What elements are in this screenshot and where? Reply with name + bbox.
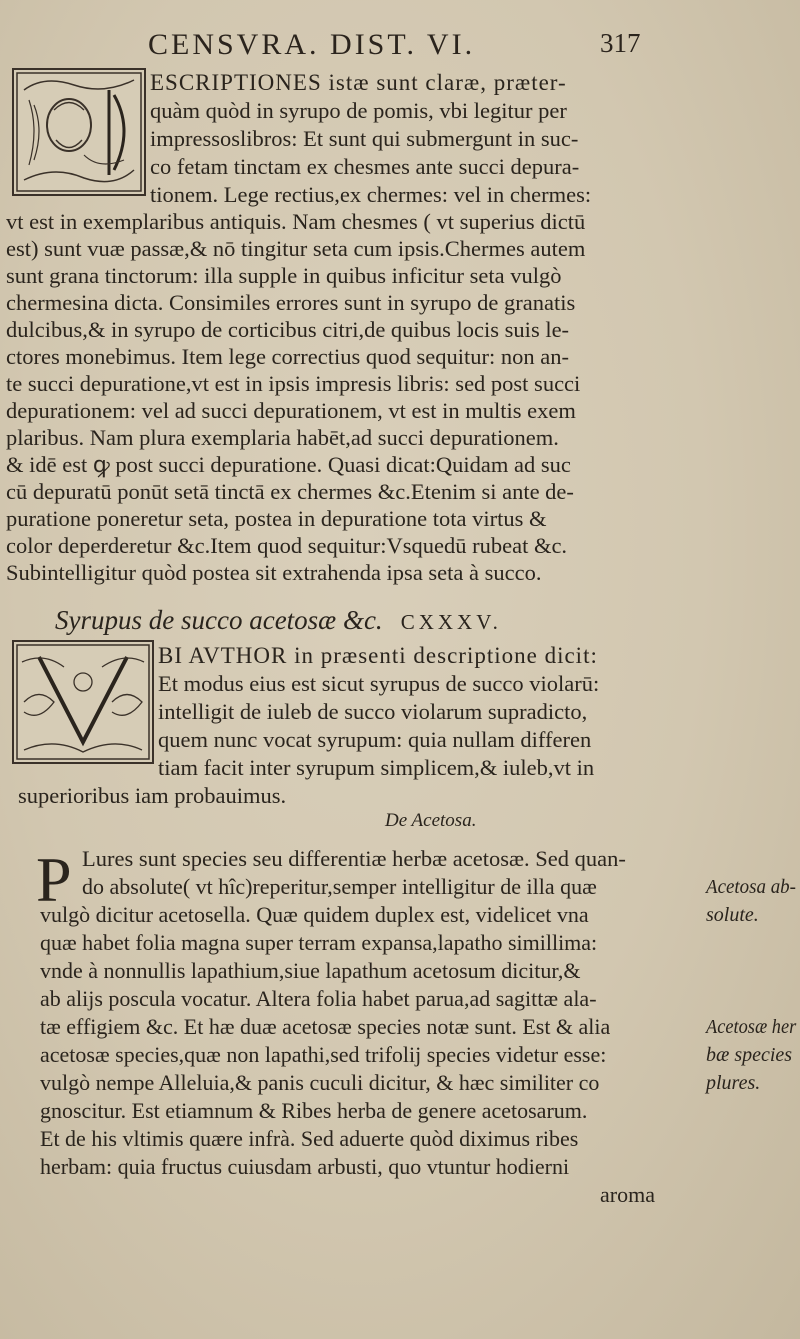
catchword: aroma	[600, 1182, 655, 1207]
text-line: chermesina dicta. Consimiles errores sunt in syrupo de granatis	[6, 290, 576, 315]
section-title: Syrupus de succo acetosæ &c.	[55, 605, 383, 635]
text-line: Lures sunt species seu differentiæ herbæ acetosæ. Sed quan-	[82, 846, 626, 871]
marginal-note: solute.	[706, 904, 759, 926]
marginal-note: Acetosæ her	[706, 1016, 797, 1038]
marginal-note: Acetosa ab-	[706, 876, 796, 898]
text-line: quàm quòd in syrupo de pomis, vbi legitur per	[150, 98, 567, 123]
text-line: quæ habet folia magna super terram expansa,lapatho simillima:	[40, 930, 598, 955]
text-line: vulgò nempe Alleluia,& panis cuculi dicitur, & hæc similiter co	[40, 1070, 600, 1095]
header-title: CENSVRA. DIST. VI.	[148, 28, 476, 61]
text-line: vnde à nonnullis lapathium,siue lapathum acetosum dicitur,&	[40, 958, 581, 983]
text-line: impressoslibros: Et sunt qui submergunt in suc-	[150, 126, 579, 151]
text-line: ctores monebimus. Item lege correctius quod sequitur: non an-	[6, 344, 569, 369]
text-line: Et de his vltimis quære infrà. Sed aduerte quòd diximus ribes	[40, 1126, 579, 1151]
drop-cap: P	[36, 844, 72, 915]
text-line: ESCRIPTIONES istæ sunt claræ, præter-	[150, 70, 567, 95]
text-line: superioribus iam probauimus.	[18, 783, 287, 808]
text-line: vulgò dicitur acetosella. Quæ quidem duplex est, videlicet vna	[40, 902, 589, 927]
text-line: puratione poneretur seta, postea in depuratione tota virtus &	[6, 506, 547, 531]
text-line: Subintelligitur quòd postea sit extrahenda ipsa seta à succo.	[6, 560, 542, 585]
page-number: 317	[600, 28, 641, 58]
text-line: ab alijs poscula vocatur. Altera folia habet parua,ad sagittæ ala-	[40, 986, 597, 1011]
text-line: tæ effigiem &c. Et hæ duæ acetosæ species notæ sunt. Est & alia	[40, 1014, 611, 1039]
text-line: tiam facit inter syrupum simplicem,& iuleb,vt in	[158, 755, 595, 780]
marginal-note: bæ species	[706, 1044, 793, 1066]
text-line: cū depuratū ponūt setā tinctā ex chermes &c.Etenim si ante de-	[6, 479, 574, 504]
text-line: Et modus eius est sicut syrupus de succo violarū:	[158, 671, 600, 696]
text-line: co fetam tinctam ex chesmes ante succi depura-	[150, 154, 580, 179]
woodcut-initial-v	[12, 640, 154, 764]
text-line: intelligit de iuleb de succo violarum supradicto,	[158, 699, 588, 724]
text-line: herbam: quia fructus cuiusdam arbusti, quo vtuntur hodierni	[40, 1154, 570, 1179]
section-number: CXXXV.	[400, 610, 502, 634]
text-line: & idē est ꝙ post succi depuratione. Quasi dicat:Quidam ad suc	[6, 452, 571, 477]
text-line: acetosæ species,quæ non lapathi,sed trifolij species videtur esse:	[40, 1042, 607, 1067]
section-heading	[55, 605, 502, 636]
woodcut-ornament-icon	[14, 70, 144, 194]
text-line: est) sunt vuæ passæ,& nō tingitur seta cum ipsis.Chermes autem	[6, 236, 586, 261]
text-line: gnoscitur. Est etiamnum & Ribes herba de genere acetosarum.	[40, 1098, 588, 1123]
text-line: sunt grana tinctorum: illa supple in quibus inficitur seta vulgò	[6, 263, 562, 288]
text-line: plaribus. Nam plura exemplaria habēt,ad succi depurationem.	[6, 425, 559, 450]
text-line: dulcibus,& in syrupo de corticibus citri,de quibus locis suis le-	[6, 317, 570, 342]
woodcut-ornament-icon	[14, 642, 152, 762]
text-line: do absolute( vt hîc)reperitur,semper intelligitur de illa quæ	[82, 874, 597, 899]
running-header	[148, 28, 708, 68]
text-line: quem nunc vocat syrupum: quia nullam differen	[158, 727, 592, 752]
text-line: vt est in exemplaribus antiquis. Nam chesmes ( vt superius dictū	[6, 209, 586, 234]
text-line: BI AVTHOR in præsenti descriptione dicit:	[158, 643, 598, 668]
woodcut-initial-d	[12, 68, 146, 196]
marginal-note: plures.	[706, 1072, 761, 1094]
subheading-de-acetosa: De Acetosa.	[385, 810, 477, 831]
text-line: tionem. Lege rectius,ex chermes: vel in chermes:	[150, 182, 592, 207]
text-line: te succi depuratione,vt est in ipsis impresis libris: sed post succi	[6, 371, 581, 396]
text-line: depurationem: vel ad succi depurationem, vt est in multis exem	[6, 398, 576, 423]
text-line: color deperderetur &c.Item quod sequitur:Vsquedū rubeat &c.	[6, 533, 568, 558]
